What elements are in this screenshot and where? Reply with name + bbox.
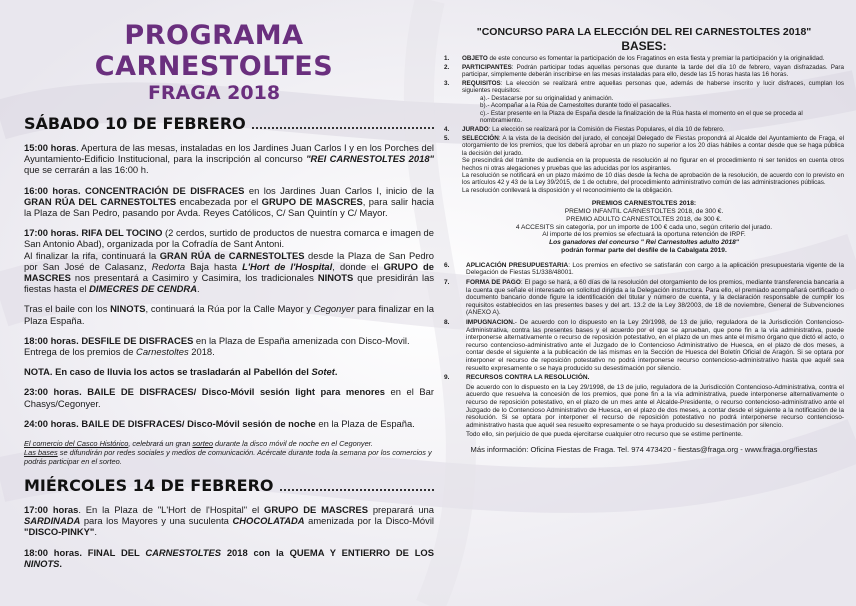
event-wed-1700: 17:00 horas. En la Plaza de "L'Hort de l'Hospital" el GRUPO DE MASCRES preparará una SARDINADA para los Mayores y una suculenta CHOCOLATADA amenizada por la Disco-Móvil "DISCO-PINKY".	[24, 504, 435, 538]
day-heading-saturday: SÁBADO 10 DE FEBRERO	[24, 114, 434, 133]
commerce-note: El comercio del Casco Histórico, celebrará un gran sorteo durante la disco móvil de noche en el Cegonyer. Las bases se difundirán por redes sociales y medios de comunicación. Acércate durante toda la semana por los comercios y podrás participar en el sorteo.	[24, 439, 432, 467]
contact-footer: Más información: Oficina Fiestas de Fraga. Tel. 974 473420 - fiestas@fraga.org - www.fraga.org/fiestas	[470, 444, 818, 454]
event-rua: Tras el baile con los NINOTS, continuará la Rúa por la Calle Mayor y Cegonyer para finalizar en la Plaza España.	[24, 303, 434, 326]
event-1600: 16:00 horas. CONCENTRACIÓN DE DISFRACES en los Jardines Juan Carlos I, inicio de la GRAN RÚA DEL CARNESTOLTES encabezada por el GRUPO DE MASCRES, para salir hacia la Plaza de San Pedro, pasando por Avda. Reyes Católicos, C/ San Quintín y C/ Mayor.	[24, 184, 434, 219]
base-continuation: Todo ello, sin perjuicio de que pueda ejercitarse cualquier otro recurso que se estime pertinente.	[466, 431, 743, 439]
event-1800: 18:00 horas. DESFILE DE DISFRACES en la Plaza de España amenizada con Disco-Movil. Entrega de los premios de Carnestoltes 2018.	[24, 334, 410, 358]
prizes-block: PREMIOS CARNESTOLTES 2018: PREMIO INFANTIL CARNESTOLTES 2018, de 300 €. PREMIO ADULTO CARNESTOLTES 2018, de 300 €. 4 ACCESITS sin categoría, por un importe de 100 € cada uno, según criterio del jurado. Al importe de los premios se efectuará la oportuna retención de IRPF. Los ganadores del concurso " Rei Carnestoltes adulto 2018" podrán formar parte del desfile de la Cabalgata 2019.	[515, 200, 773, 255]
program-title: PROGRAMA CARNESTOLTES	[94, 20, 334, 82]
contest-title: "CONCURSO PARA LA ELECCIÓN DEL REI CARNESTOLTES 2018"	[476, 26, 812, 38]
event-1500: 15:00 horas. Apertura de las mesas, instaladas en los Jardines Juan Carlos I y en los Porches del Ayuntamiento-Edificio Institucional, para la inscripción al concurso "REI CARNESTOLTES 2018" que se cerrarán a las 16:00 h.	[24, 142, 434, 176]
base-item: 5. SELECCIÓN: A la vista de la decisión del jurado, el concejal Delegado de Fiestas propondrá al Alcalde del Ayuntamiento de Fraga, el otorgamiento de los premios, que los deberá aprobar en un plazo no superior a los 20 días hábiles a contar desde que se haga pública la decisión del jurado.	[444, 135, 844, 157]
base-item: 4. JURADO: La elección se realizará por la Comisión de Fiestas Populares, el día 10 de febrero.	[444, 126, 725, 134]
requirement: b).- Acompañar a la Rúa de Carnestoltes durante todo el pasacalles.	[480, 102, 672, 110]
base-item: 9. RECURSOS CONTRA LA RESOLUCIÓN.	[444, 374, 590, 382]
base-item: 2. PARTICIPANTES: Podrán participar todas aquellas personas que durante la tarde del día 10 de febrero, vayan disfrazadas. Para participar, simplemente deberán inscribirse en las mesas instaladas para ello, desde las 15 horas hasta las 16 horas.	[444, 63, 844, 78]
base-continuation: La resolución conllevará la disposición y el reconocimiento de la obligación.	[462, 186, 673, 194]
event-wed-1800: 18:00 horas. FINAL DEL CARNESTOLTES 2018 con la QUEMA Y ENTIERRO DE LOS NINOTS.	[24, 546, 434, 569]
base-continuation: Se prescindirá del trámite de audiencia en la propuesta de resolución al no figurar en el procedimiento ni ser tenidos en cuenta otros hechos ni otras alegaciones y pruebas que las aducidas por los aspirantes.	[462, 157, 844, 172]
event-2300: 23:00 horas. BAILE DE DISFRACES/ Disco-Móvil sesión light para menores en el Bar Chasys/Cegonyer.	[24, 386, 434, 409]
requirement: c).- Estar presente en la Plaza de España desde la finalización de la Rúa hasta el momento en el que se proceda al nombramiento.	[480, 109, 803, 125]
base-item: 7. FORMA DE PAGO: El pago se hará, a 60 días de la resolución del otorgamiento de los premios, mediante transferencia bancaria a la cuenta que señale el interesado en solicitud dirigida a la Delegación instructora. Para ello, el premiado acompañará certificado o documento bancario donde figure la identificación del titular y número de cuenta, y la declaración responsable de cumplir los requisitos establecidos en las presentes bases y del art. 13.2 de la Ley 38/2003, de 18 de noviembre, General de Subvenciones (ANEXO A).	[444, 279, 845, 317]
rain-note: NOTA. En caso de lluvia los actos se trasladarán al Pabellón del Sotet.	[24, 366, 338, 378]
base-item: 3. REQUISITOS: La elección se realizará entre aquellas personas que, además de haberse inscrito y lucir disfraces, cumplan los siguientes requisitos:	[444, 80, 844, 95]
day-heading-wednesday: MIÉRCOLES 14 DE FEBRERO	[24, 476, 434, 495]
base-continuation: De acuerdo con lo dispuesto en la Ley 29/1998, de 13 de julio, reguladora de la Jurisdicción Contencioso-Administrativa, contra el acuerdo que resuelva la concesión de los premios, que pone fin a la vía administrativa, puede interponerse alternativamente o recurso de reposición potestativo, en el plazo de un mes ante el Alcalde-Presidente, o recurso contencioso-administrativo ante el Juzgado de lo Contencioso Administrativo de Huesca, en el plazo de dos meses, a contar desde el siguiente a la notificación de la resolución. Si se optara por interponer el recurso de reposición potestativo no podrá interponerse recurso contencioso-administrativo hasta que aquél sea resuelto expresamente o se haya producido su desestimación por silencio.	[466, 383, 844, 429]
bases-heading: BASES:	[621, 39, 667, 53]
program-subtitle: FRAGA 2018	[147, 82, 281, 104]
program-column	[24, 20, 434, 569]
base-item: 6. APLICACIÓN PRESUPUESTARIA: Los premios en efectivo se satisfarán con cargo a la aplicación presupuestaria vigente de la Delegación de Fiestas 51/338/48001.	[444, 261, 844, 277]
base-continuation: La resolución se notificará en un plazo máximo de 10 días desde la fecha de aprobación de la resolución, de acuerdo con lo previsto en los artículos 42 y 43 de la Ley 39/2015, de 1 de octubre, del procedimiento administrativo común de las administraciones públicas.	[462, 172, 844, 187]
contest-bases-column	[444, 26, 844, 454]
base-item: 8. IMPUGNACION.- De acuerdo con lo dispuesto en la Ley 29/1998, de 13 de julio, reguladora de la Jurisdicción Contencioso-Administrativa, contra las presentes bases y el acuerdo por el que se aprueban, que pone fin a la vía administrativa, puede interponerse alternativamente o recurso de reposición potestativo, en el plazo de un mes ante el mismo órgano que dictó el acto, o recurso contencioso-administrativo ante el Juzgado de lo Contencioso Administrativo de Huesca, en el plazo de dos meses, a contar desde el siguiente a la publicación de las mismas en la Sección de Huesca del Boletín Oficial de Aragón. Si se optara por interponer el recurso de reposición potestativo no podrá interponerse recurso contencioso-administrativo hasta que aquél sea resuelto expresamente o se haya producido su desestimación por silencio.	[444, 319, 844, 372]
event-1700: 17:00 horas. RIFA DEL TOCINO (2 cerdos, surtido de productos de nuestra comarca e imagen de San Antonio Abad), organizada por la Cofradía de Sant Antoni. Al finalizar la rifa, continuará la GRAN RÚA de CARNESTOLTES desde la Plaza de San Pedro por San José de Calasanz, Redorta Baja hasta L'Hort de l'Hospital, donde el GRUPO de MASCRES nos presentará a Casimiro y Casimira, los tradicionales NINOTS que presidirán las fiestas hasta el DIMECRES DE CENDRA.	[24, 227, 435, 295]
requirement: a).- Destacarse por su originalidad y animación.	[480, 94, 614, 102]
base-item: 1. OBJETO de este concurso es fomentar la participación de los Fragatinos en esta fiesta y premiar la participación y la originalidad.	[444, 54, 825, 62]
event-2400: 24:00 horas. BAILE DE DISFRACES/ Disco-Móvil sesión de noche en la Plaza de España.	[24, 417, 415, 429]
